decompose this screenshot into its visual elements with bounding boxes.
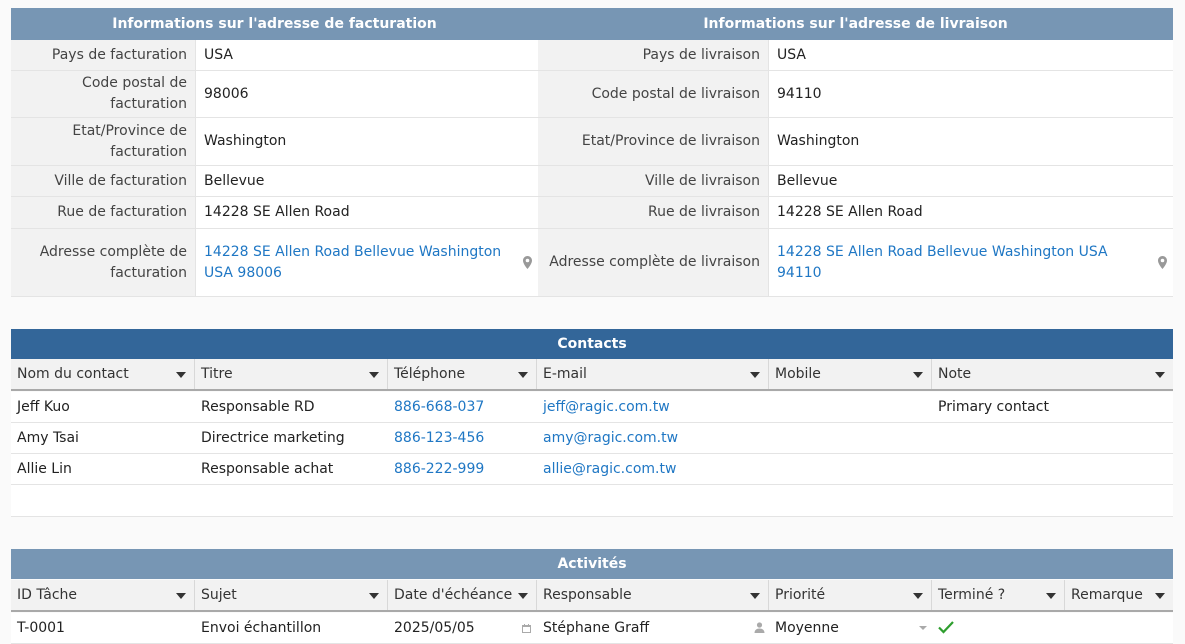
column-header-task-id[interactable] xyxy=(11,580,195,610)
contact-mobile-cell[interactable] xyxy=(769,423,932,453)
column-header-title[interactable] xyxy=(195,359,388,389)
address-header-bar xyxy=(11,8,1173,40)
task-subject-cell[interactable]: Envoi échantillon xyxy=(201,620,322,636)
task-done-cell[interactable] xyxy=(932,613,1065,643)
column-header-label: Terminé ? xyxy=(938,587,1006,603)
map-pin-icon[interactable] xyxy=(523,256,532,269)
address-row xyxy=(11,229,1173,297)
contact-title-cell[interactable]: Responsable achat xyxy=(201,461,334,477)
billing-full-address-cell xyxy=(195,229,538,296)
shipping-city-label: Ville de livraison xyxy=(538,166,768,196)
shipping-street-value[interactable]: 14228 SE Allen Road xyxy=(768,197,1173,228)
column-header-label: Date d'échéance xyxy=(394,587,513,603)
column-header-label: Titre xyxy=(201,366,233,382)
contact-phone-link[interactable]: 886-668-037 xyxy=(394,399,485,415)
task-id-cell[interactable]: T-0001 xyxy=(17,620,65,636)
dropdown-caret-icon[interactable] xyxy=(750,593,760,599)
billing-street-value[interactable]: 14228 SE Allen Road xyxy=(195,197,538,228)
column-header-label: Note xyxy=(938,366,972,382)
column-header-due-date[interactable] xyxy=(388,580,537,610)
billing-section-title: Informations sur l'adresse de facturation xyxy=(112,16,437,32)
column-header-label: ID Tâche xyxy=(17,587,78,603)
shipping-street-label: Rue de livraison xyxy=(538,197,768,228)
shipping-full-address-link[interactable]: 14228 SE Allen Road Bellevue Washington USA 94110 xyxy=(777,243,1108,281)
billing-full-address-label: Adresse complète de facturation xyxy=(11,229,195,296)
shipping-section-title: Informations sur l'adresse de livraison xyxy=(703,16,1008,32)
column-header-label: Nom du contact xyxy=(17,366,129,382)
contact-name-cell[interactable]: Jeff Kuo xyxy=(17,399,70,415)
contact-email-link[interactable]: allie@ragic.com.tw xyxy=(543,461,677,477)
column-header-phone[interactable] xyxy=(388,359,537,389)
contact-note-cell[interactable] xyxy=(932,423,1173,453)
billing-zip-label: Code postal de facturation xyxy=(11,71,195,117)
activities-section-title: Activités xyxy=(11,549,1173,579)
address-grid xyxy=(11,40,1173,297)
contacts-section-title: Contacts xyxy=(11,329,1173,359)
dropdown-caret-icon[interactable] xyxy=(176,372,186,378)
column-header-email[interactable] xyxy=(537,359,769,389)
address-row xyxy=(11,197,1173,229)
billing-state-label: Etat/Province de facturation xyxy=(11,118,195,165)
column-header-label: Priorité xyxy=(775,587,826,603)
contacts-column-header xyxy=(11,359,1173,391)
dropdown-caret-icon[interactable] xyxy=(1046,593,1056,599)
dropdown-caret-icon[interactable] xyxy=(518,593,528,599)
shipping-zip-label: Code postal de livraison xyxy=(538,71,768,117)
calendar-icon[interactable] xyxy=(522,624,531,633)
contact-title-cell[interactable]: Directrice marketing xyxy=(201,430,345,446)
address-row xyxy=(11,40,1173,71)
task-owner-cell[interactable] xyxy=(537,613,769,643)
billing-street-label: Rue de facturation xyxy=(11,197,195,228)
checkmark-icon[interactable] xyxy=(938,620,954,634)
column-header-label: Remarque xyxy=(1071,587,1143,603)
contact-note-cell[interactable]: Primary contact xyxy=(938,399,1049,415)
billing-country-value[interactable]: USA xyxy=(195,40,538,70)
column-header-contact-name[interactable] xyxy=(11,359,195,389)
dropdown-caret-icon[interactable] xyxy=(1155,593,1165,599)
address-row xyxy=(11,166,1173,197)
column-header-label: Mobile xyxy=(775,366,821,382)
column-header-note[interactable] xyxy=(932,359,1173,389)
contact-mobile-cell[interactable] xyxy=(769,454,932,484)
column-header-priority[interactable] xyxy=(769,580,932,610)
billing-city-value[interactable]: Bellevue xyxy=(195,166,538,196)
task-priority-cell[interactable] xyxy=(769,613,932,643)
user-icon[interactable] xyxy=(754,622,765,633)
activities-column-header xyxy=(11,580,1173,612)
column-header-mobile[interactable] xyxy=(769,359,932,389)
dropdown-caret-icon[interactable] xyxy=(369,372,379,378)
column-header-done[interactable] xyxy=(932,580,1065,610)
column-header-owner[interactable] xyxy=(537,580,769,610)
dropdown-caret-icon[interactable] xyxy=(369,593,379,599)
dropdown-caret-icon[interactable] xyxy=(518,372,528,378)
dropdown-caret-icon[interactable] xyxy=(913,372,923,378)
shipping-country-label: Pays de livraison xyxy=(538,40,768,70)
billing-zip-value[interactable]: 98006 xyxy=(195,71,538,117)
table-row[interactable] xyxy=(11,423,1173,454)
shipping-zip-value[interactable]: 94110 xyxy=(768,71,1173,117)
dropdown-caret-icon[interactable] xyxy=(750,372,760,378)
shipping-full-address-label: Adresse complète de livraison xyxy=(538,229,768,296)
shipping-city-value[interactable]: Bellevue xyxy=(768,166,1173,196)
task-priority-value: Moyenne xyxy=(775,620,839,636)
task-due-cell[interactable] xyxy=(388,613,537,643)
contact-email-link[interactable]: amy@ragic.com.tw xyxy=(543,430,679,446)
contact-phone-link[interactable]: 886-222-999 xyxy=(394,461,485,477)
contact-name-cell[interactable]: Amy Tsai xyxy=(17,430,79,446)
dropdown-caret-icon[interactable] xyxy=(913,593,923,599)
table-row[interactable] xyxy=(11,392,1173,423)
task-due-value: 2025/05/05 xyxy=(394,620,475,636)
billing-state-value[interactable]: Washington xyxy=(195,118,538,165)
task-owner-value: Stéphane Graff xyxy=(543,620,650,636)
billing-country-label: Pays de facturation xyxy=(11,40,195,70)
shipping-full-address-cell xyxy=(768,229,1173,296)
contact-title-cell[interactable]: Responsable RD xyxy=(201,399,315,415)
column-header-label: E-mail xyxy=(543,366,587,382)
address-row xyxy=(11,71,1173,118)
billing-city-label: Ville de facturation xyxy=(11,166,195,196)
contact-mobile-cell[interactable] xyxy=(769,392,932,422)
contact-note-cell[interactable] xyxy=(932,454,1173,484)
contact-email-link[interactable]: jeff@ragic.com.tw xyxy=(543,399,670,415)
table-row[interactable] xyxy=(11,613,1173,644)
address-row xyxy=(11,118,1173,166)
column-header-subject[interactable] xyxy=(195,580,388,610)
map-pin-icon[interactable] xyxy=(1158,256,1167,269)
contact-phone-link[interactable]: 886-123-456 xyxy=(394,430,485,446)
shipping-state-value[interactable]: Washington xyxy=(768,118,1173,165)
dropdown-caret-icon[interactable] xyxy=(919,626,927,630)
task-remark-cell[interactable] xyxy=(1065,613,1173,643)
shipping-country-value[interactable]: USA xyxy=(768,40,1173,70)
dropdown-caret-icon[interactable] xyxy=(1155,372,1165,378)
billing-full-address-link[interactable]: 14228 SE Allen Road Bellevue Washington USA 98006 xyxy=(204,243,502,281)
new-row-placeholder[interactable] xyxy=(11,485,1173,517)
dropdown-caret-icon[interactable] xyxy=(176,593,186,599)
table-row[interactable] xyxy=(11,454,1173,485)
column-header-label: Responsable xyxy=(543,587,632,603)
column-header-label: Téléphone xyxy=(394,366,466,382)
shipping-state-label: Etat/Province de livraison xyxy=(538,118,768,165)
column-header-remark[interactable] xyxy=(1065,580,1173,610)
contact-name-cell[interactable]: Allie Lin xyxy=(17,461,72,477)
column-header-label: Sujet xyxy=(201,587,237,603)
